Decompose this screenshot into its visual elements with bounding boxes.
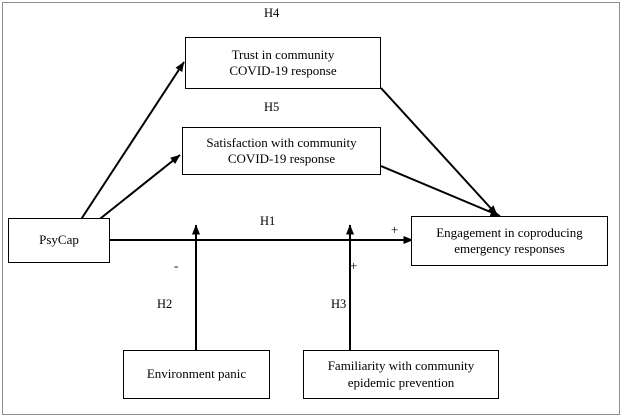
node-familiarity-label: Familiarity with community epidemic prevention [327,358,475,390]
hypothesis-label-h5: H5 [264,100,280,114]
hypothesis-label-h4: H4 [264,6,280,20]
node-engagement-label: Engagement in coproducing emergency responses [436,224,583,256]
node-engagement[interactable] [411,216,608,266]
node-psycap-label: PsyCap [39,232,79,248]
node-satisfaction-label: Satisfaction with community COVID-19 response [206,134,357,166]
node-environment-panic[interactable] [123,350,270,399]
node-familiarity[interactable] [303,350,499,399]
hypothesis-label-h1: H1 [260,214,276,228]
node-psycap[interactable] [8,218,110,263]
sign-h2: - [174,258,179,273]
sign-h3: + [350,258,358,273]
node-trust-label: Trust in community COVID-19 response [229,46,337,78]
hypothesis-label-h2: H2 [157,297,173,311]
node-trust[interactable] [185,37,381,89]
node-satisfaction[interactable] [182,127,381,175]
node-environment-panic-label: Environment panic [146,366,247,382]
hypothesis-label-h3: H3 [331,297,347,311]
sign-h1: + [391,222,399,237]
